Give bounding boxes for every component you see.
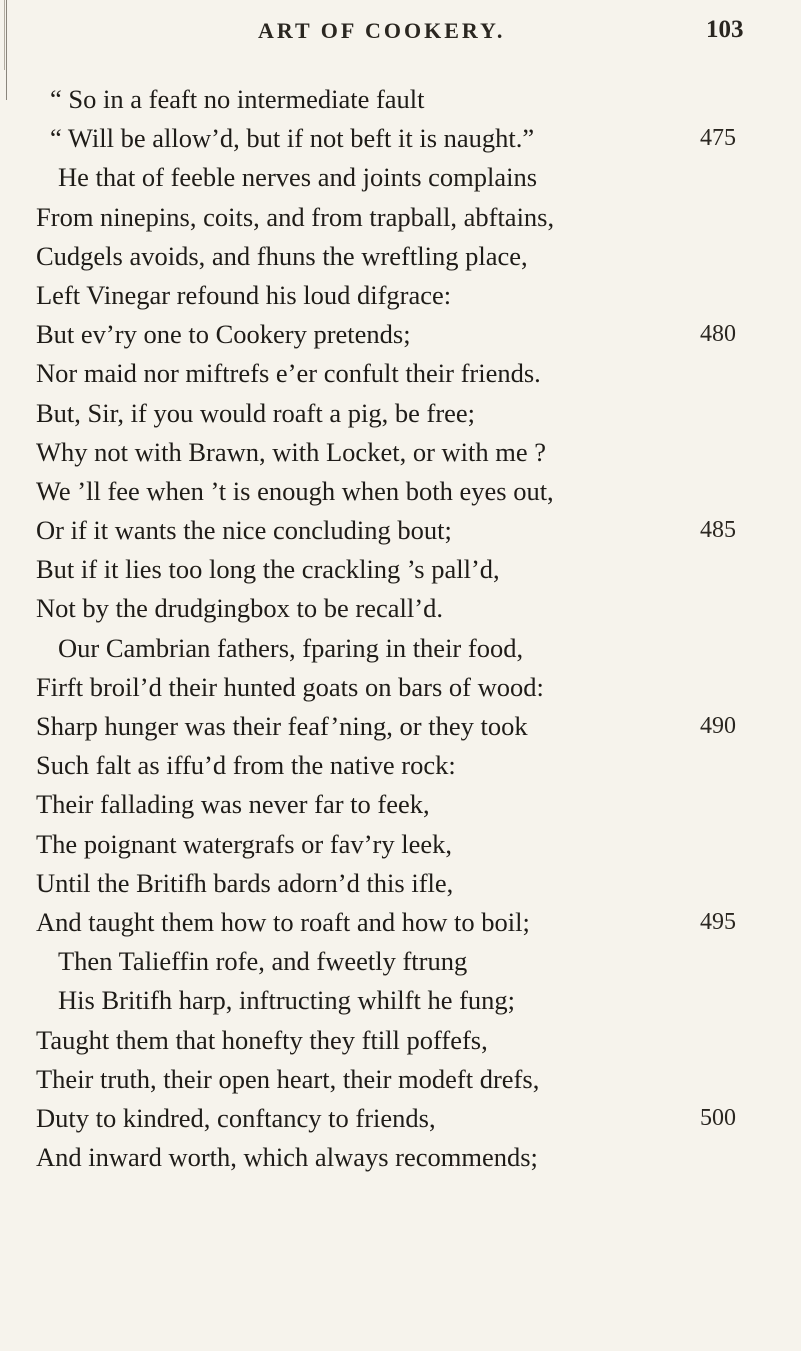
verse-text: Such falt as iffu’d from the native rock: (36, 750, 456, 781)
verse-line (0, 511, 801, 550)
verse-line (0, 864, 801, 903)
line-number: 475 (700, 125, 736, 152)
verse-line (0, 119, 801, 158)
verse-line (0, 668, 801, 707)
verse-text: But, Sir, if you would roaft a pig, be free; (36, 397, 476, 428)
page-header (0, 14, 801, 54)
verse-line (0, 629, 801, 668)
line-number: 485 (700, 517, 736, 544)
line-number: 500 (700, 1104, 736, 1131)
verse-text: Or if it wants the nice concluding bout; (36, 515, 452, 546)
line-number: 490 (700, 713, 736, 739)
verse-line (0, 942, 801, 981)
poem-body (0, 80, 801, 1177)
verse-line (0, 394, 801, 433)
line-number: 480 (700, 321, 736, 348)
verse-line (0, 198, 801, 237)
verse-line (0, 433, 801, 472)
verse-line (0, 315, 801, 354)
verse-text: He that of feeble nerves and joints complains (58, 162, 538, 193)
verse-line (0, 785, 801, 824)
verse-text: Left Vinegar refound his loud difgrace: (36, 279, 452, 310)
verse-text: Not by the drudgingbox to be recall’d. (36, 593, 443, 624)
verse-line (0, 903, 801, 942)
verse-line (0, 1021, 801, 1060)
verse-text: But if it lies too long the crackling ’s pall’d, (36, 554, 500, 585)
verse-line (0, 981, 801, 1020)
verse-text: Our Cambrian fathers, fparing in their food, (58, 632, 524, 663)
verse-text: We ’ll fee when ’t is enough when both eyes out, (36, 475, 554, 506)
verse-line (0, 158, 801, 197)
verse-line (0, 550, 801, 589)
verse-text: And taught them how to roaft and how to boil; (36, 906, 530, 937)
running-head: ART OF COOKERY. (258, 18, 506, 43)
line-number: 495 (700, 908, 736, 935)
verse-text: “ Will be allow’d, but if not beft it is naught.” (50, 123, 535, 154)
verse-line (0, 1138, 801, 1177)
verse-line (0, 237, 801, 276)
verse-line (0, 1099, 801, 1138)
verse-line (0, 472, 801, 511)
verse-text: “ So in a feaft no intermediate fault (50, 84, 425, 114)
verse-text: Firft broil’d their hunted goats on bars of wood: (36, 671, 544, 702)
verse-text: Their fallading was never far to feek, (36, 789, 430, 820)
verse-text: Nor maid nor miftrefs e’er confult their friends. (36, 358, 541, 389)
verse-line (0, 276, 801, 315)
verse-line (0, 1060, 801, 1099)
verse-text: Taught them that honefty they ftill poffefs, (36, 1024, 488, 1055)
verse-line (0, 707, 801, 746)
verse-text: Until the Britifh bards adorn’d this ifle, (36, 867, 454, 898)
page-number: 103 (706, 16, 744, 43)
verse-line (0, 354, 801, 393)
verse-text: But ev’ry one to Cookery pretends; (36, 319, 411, 350)
verse-line (0, 80, 801, 119)
verse-line (0, 746, 801, 785)
verse-text: Then Talieffin rofe, and fweetly ftrung (58, 946, 468, 977)
verse-line (0, 825, 801, 864)
verse-line (0, 589, 801, 628)
verse-text: The poignant watergrafs or fav’ry leek, (36, 828, 452, 859)
verse-text: Their truth, their open heart, their modeft drefs, (36, 1063, 540, 1094)
verse-text: Why not with Brawn, with Locket, or with me ? (36, 436, 547, 467)
verse-text: Duty to kindred, conftancy to friends, (36, 1102, 436, 1133)
verse-text: And inward worth, which always recommends; (36, 1142, 538, 1173)
verse-text: Sharp hunger was their feaf’ning, or they took (36, 711, 528, 741)
verse-text: From ninepins, coits, and from trapball, abftains, (36, 201, 555, 232)
verse-text: His Britifh harp, inftructing whilft he fung; (58, 985, 516, 1016)
verse-text: Cudgels avoids, and fhuns the wreftling place, (36, 240, 528, 271)
